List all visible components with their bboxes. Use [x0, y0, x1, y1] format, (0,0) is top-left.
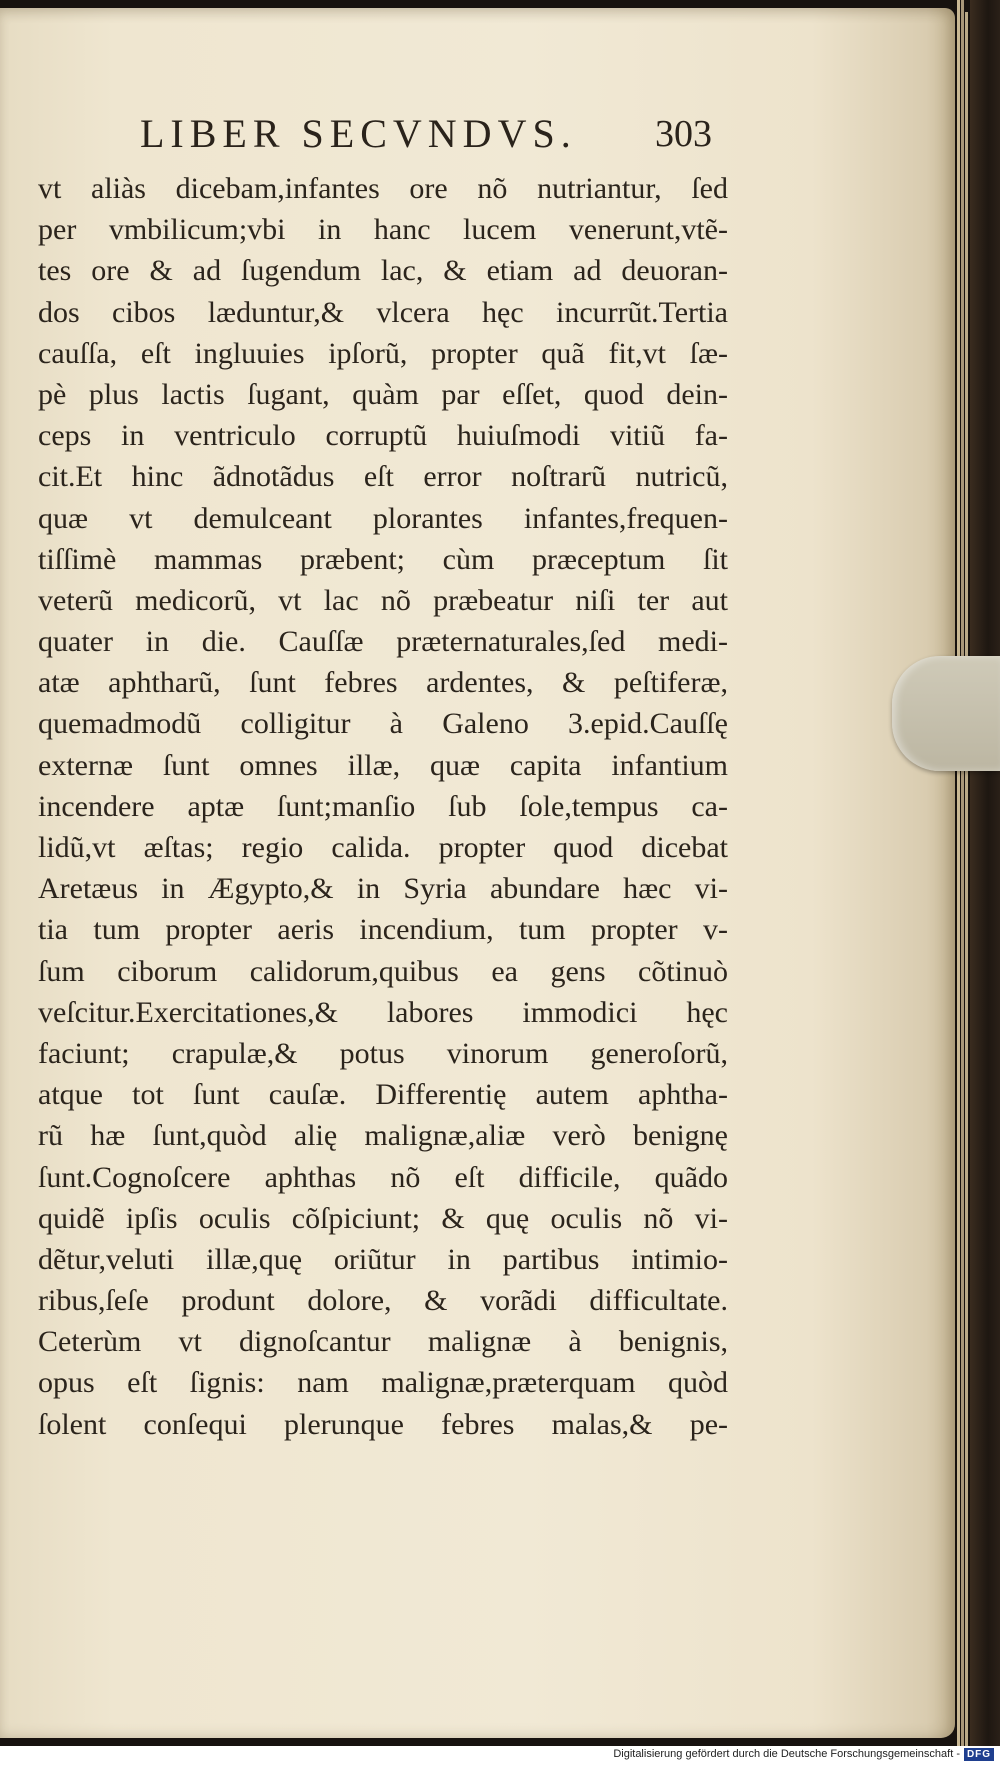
page-edge: [965, 12, 968, 1752]
text-line: pè plus lactis ſugant, quàm par eſſet, quod dein-: [38, 377, 728, 411]
bookmark-clip: [892, 656, 1000, 771]
text-line: tiſſimè mammas præbent; cùm præceptum ſit: [38, 542, 728, 576]
page-number: 303: [655, 113, 712, 155]
running-title: LIBER SECVNDVS.: [140, 111, 577, 156]
text-line: ſunt.Cognoſcere aphthas nõ eſt difficile, quãdo: [38, 1160, 728, 1194]
text-line: atque tot ſunt cauſæ. Differentię autem aphtha-: [38, 1078, 728, 1112]
text-line: incendere aptæ ſunt;manſio ſub ſole,tempus ca-: [38, 789, 728, 823]
dfg-logo: DFG: [964, 1748, 994, 1761]
text-line: ribus,ſeſe produnt dolore, & vorãdi difficultate.: [38, 1284, 728, 1318]
text-line: quater in die. Cauſſæ præternaturales,ſed medi-: [38, 625, 728, 659]
text-line: per vmbilicum;vbi in hanc lucem venerunt,vtẽ-: [38, 213, 728, 247]
text-line: faciunt; crapulæ,& potus vinorum generoſorũ,: [38, 1036, 728, 1070]
text-line: vt aliàs dicebam,infantes ore nõ nutriantur, ſed: [38, 172, 728, 205]
text-line: Ceterùm vt dignoſcantur malignæ à benignis,: [38, 1325, 728, 1359]
text-line: dẽtur,veluti illæ,quę oriũtur in partibus intimio-: [38, 1242, 728, 1276]
page-edge: [961, 0, 964, 1765]
funding-credit: Digitalisierung gefördert durch die Deutsche Forschungsgemeinschaft -: [613, 1748, 960, 1760]
text-line: quemadmodũ colligitur à Galeno 3.epid.Cauſſę: [38, 707, 728, 741]
text-line: opus eſt ſignis: nam malignæ,præterquam quòd: [38, 1366, 728, 1400]
text-line: quidẽ ipſis oculis cõſpiciunt; & quę oculis nõ vi-: [38, 1201, 728, 1235]
text-line: rũ hæ ſunt,quòd alię malignæ,aliæ verò benignę: [38, 1119, 728, 1153]
text-line: quæ vt demulceant plorantes infantes,frequen-: [38, 501, 728, 535]
page-edge: [957, 0, 960, 1765]
body-text: [38, 168, 728, 1445]
text-line: dos cibos læduntur,& vlcera hęc incurrũt.Tertia: [38, 295, 728, 329]
text-line: veſcitur.Exercitationes,& labores immodici hęc: [38, 995, 728, 1029]
text-line: cit.Et hinc ãdnotãdus eſt error noſtrarũ nutricũ,: [38, 460, 728, 494]
text-line: veterũ medicorũ, vt lac nõ præbeatur niſi ter aut: [38, 583, 728, 617]
text-line: tia tum propter aeris incendium, tum propter v-: [38, 913, 728, 947]
text-line: tes ore & ad ſugendum lac, & etiam ad deuoran-: [38, 254, 728, 288]
text-line: ſolent conſequi plerunque febres malas,& pe-: [38, 1407, 728, 1441]
text-line: externæ ſunt omnes illæ, quæ capita infantium: [38, 748, 728, 782]
text-line: atæ aphtharũ, ſunt febres ardentes, & peſtiferæ,: [38, 666, 728, 700]
text-line: ceps in ventriculo corruptũ huiuſmodi vitiũ fa-: [38, 419, 728, 453]
text-line: lidũ,vt æſtas; regio calida. propter quod dicebat: [38, 831, 728, 864]
book-spine: [970, 0, 1000, 1765]
text-line: ſum ciborum calidorum,quibus ea gens cõtinuò: [38, 954, 728, 988]
text-line: cauſſa, eſt ingluuies ipſorũ, propter quã fit,vt ſæ-: [38, 336, 728, 370]
text-line: Aretæus in Ægypto,& in Syria abundare hæc vi-: [38, 872, 728, 906]
